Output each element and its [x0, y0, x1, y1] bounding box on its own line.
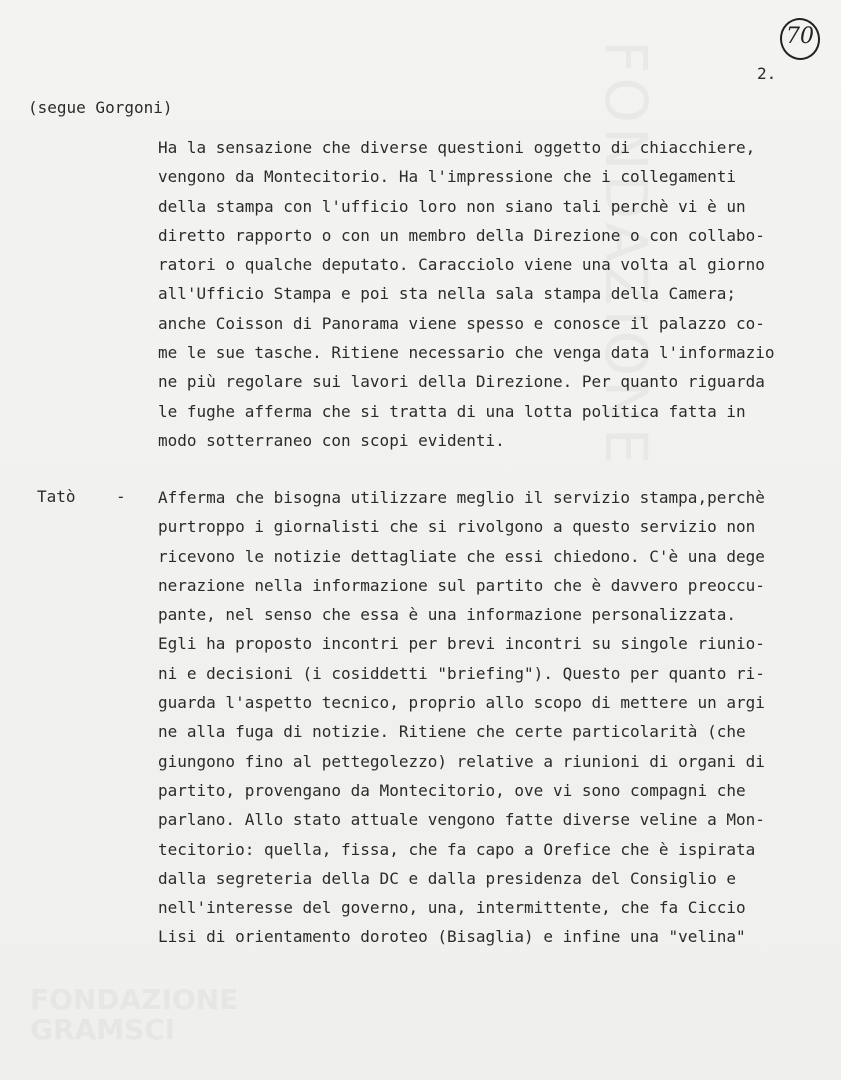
- text-line: giungono fino al pettegolezzo) relative a riunioni di organi di: [158, 751, 765, 771]
- paragraph-gorgoni: [158, 133, 798, 455]
- watermark-line: GRAMSCI: [30, 1013, 176, 1046]
- text-line: Ha la sensazione che diverse questioni oggetto di chiacchiere,: [158, 138, 756, 157]
- text-line: ne alla fuga di notizie. Ritiene che certe particolarità (che: [158, 722, 746, 742]
- text-line: Egli ha proposto incontri per brevi incontri su singole riunio-: [158, 634, 765, 654]
- speaker-name: Tatò: [37, 487, 76, 506]
- section-header: (segue Gorgoni): [28, 98, 173, 117]
- text-line: ne più regolare sui lavori della Direzione. Per quanto riguarda: [158, 372, 765, 392]
- text-line: ni e decisioni (i cosiddetti "briefing"). Questo per quanto ri-: [158, 663, 765, 683]
- archive-logo-watermark: [30, 985, 238, 1045]
- text-line: pante, nel senso che essa è una informazione personalizzata.: [158, 605, 736, 625]
- archive-watermark: FONDAZIONE: [592, 40, 660, 469]
- text-line: ratori o qualche deputato. Caracciolo viene una volta al giorno: [158, 255, 765, 275]
- text-line: purtroppo i giornalisti che si rivolgono a questo servizio non: [158, 517, 756, 537]
- text-line: modo sotterraneo con scopi evidenti.: [158, 430, 505, 450]
- text-line: Lisi di orientamento doroteo (Bisaglia) e infine una "velina": [158, 927, 746, 947]
- text-line: vengono da Montecitorio. Ha l'impressione che i collegamenti: [158, 167, 736, 187]
- speaker-dash: -: [116, 487, 126, 506]
- text-line: le fughe afferma che si tratta di una lotta politica fatta in: [158, 401, 746, 421]
- paragraph-tato: [158, 483, 798, 952]
- text-line: all'Ufficio Stampa e poi sta nella sala stampa della Camera;: [158, 284, 736, 304]
- watermark-line: FONDAZIONE: [30, 983, 239, 1016]
- text-line: nell'interesse del governo, una, intermittente, che fa Ciccio: [158, 898, 746, 918]
- text-line: tecitorio: quella, fissa, che fa capo a Orefice che è ispirata: [158, 839, 756, 859]
- text-line: Afferma che bisogna utilizzare meglio il servizio stampa,perchè: [158, 488, 765, 507]
- text-line: della stampa con l'ufficio loro non siano tali perchè vi è un: [158, 196, 746, 216]
- text-line: partito, provengano da Montecitorio, ove vi sono compagni che: [158, 780, 746, 800]
- text-line: parlano. Allo stato attuale vengono fatte diverse veline a Mon-: [158, 810, 765, 830]
- text-line: dalla segreteria della DC e dalla presidenza del Consiglio e: [158, 868, 736, 888]
- text-line: anche Coisson di Panorama viene spesso e conosce il palazzo co-: [158, 313, 765, 333]
- text-line: me le sue tasche. Ritiene necessario che venga data l'informazio: [158, 343, 775, 363]
- folio-stamp: [780, 18, 824, 62]
- folio-number: 70: [786, 24, 814, 49]
- page-number: 2.: [757, 64, 777, 83]
- text-line: diretto rapporto o con un membro della Direzione o con collabo-: [158, 225, 765, 245]
- text-line: ricevono le notizie dettagliate che essi chiedono. C'è una dege: [158, 546, 765, 566]
- text-line: guarda l'aspetto tecnico, proprio allo scopo di mettere un argi: [158, 693, 765, 713]
- text-line: nerazione nella informazione sul partito che è davvero preoccu-: [158, 575, 765, 595]
